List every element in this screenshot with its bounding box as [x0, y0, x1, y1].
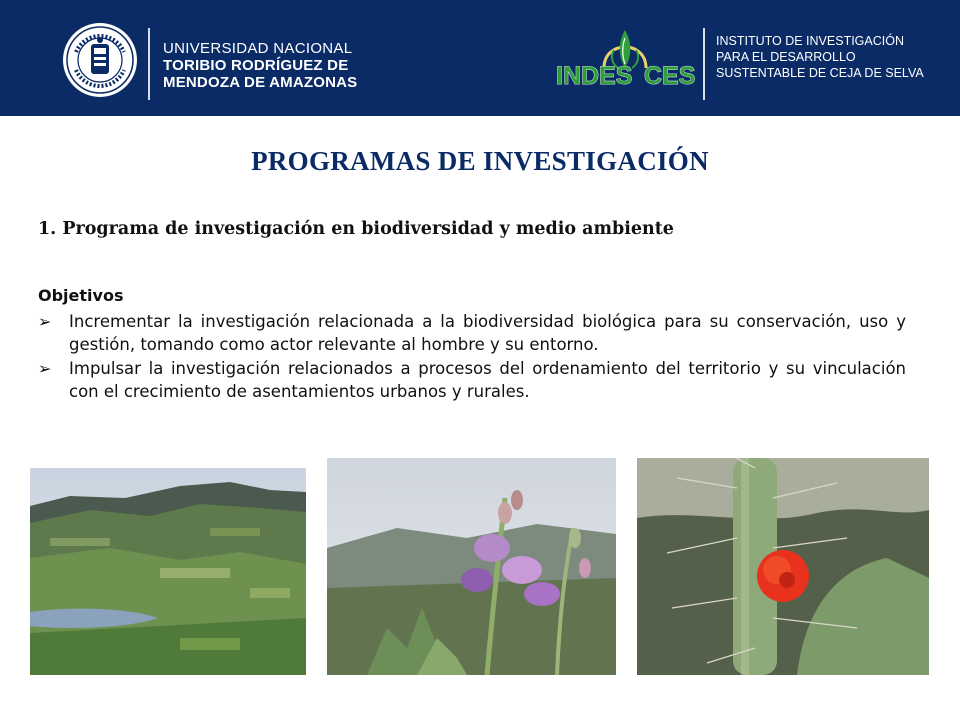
header-divider-right	[703, 28, 705, 100]
page-title: PROGRAMAS DE INVESTIGACIÓN	[251, 146, 709, 176]
cactus-flower-photo	[637, 458, 929, 675]
university-name-line1: UNIVERSIDAD NACIONAL	[163, 40, 353, 57]
indes-logo-text-right: CES	[644, 62, 696, 90]
university-name-line2: TORIBIO RODRÍGUEZ DE	[163, 57, 349, 74]
objectives-section	[38, 284, 906, 404]
indes-logo-text-left: INDES	[556, 62, 633, 90]
header-band	[0, 0, 960, 116]
purple-flower-photo	[327, 458, 616, 675]
program-heading: 1. Programa de investigación en biodiversidad y medio ambiente	[38, 219, 674, 239]
university-name-line3: MENDOZA DE AMAZONAS	[163, 74, 358, 91]
institute-name-line3: SUSTENTABLE DE CEJA DE SELVA	[716, 66, 924, 80]
objective-item	[38, 357, 906, 404]
university-name	[163, 40, 357, 91]
objective-text: Impulsar la investigación relacionados a procesos del ordenamiento del territorio y su vinculación con el crecimiento de asentamientos urbanos y rurales.	[69, 358, 906, 401]
arrow-bullet-icon: ➢	[38, 311, 52, 331]
university-seal-logo	[62, 22, 138, 98]
objectives-heading: Objetivos	[38, 286, 124, 305]
institute-name-line2: PARA EL DESARROLLO	[716, 50, 856, 64]
arrow-bullet-icon: ➢	[38, 358, 52, 378]
institute-name-line1: INSTITUTO DE INVESTIGACIÓN	[716, 34, 904, 48]
objective-item	[38, 310, 906, 357]
institute-name	[716, 33, 924, 81]
indes-ces-logo	[554, 20, 696, 90]
objective-text: Incrementar la investigación relacionada a la biodiversidad biológica para su conservación, uso y gestión, tomando como actor relevante al hombre y su entorno.	[69, 311, 906, 354]
landscape-lake-photo	[30, 468, 306, 675]
header-divider-left	[148, 28, 150, 100]
